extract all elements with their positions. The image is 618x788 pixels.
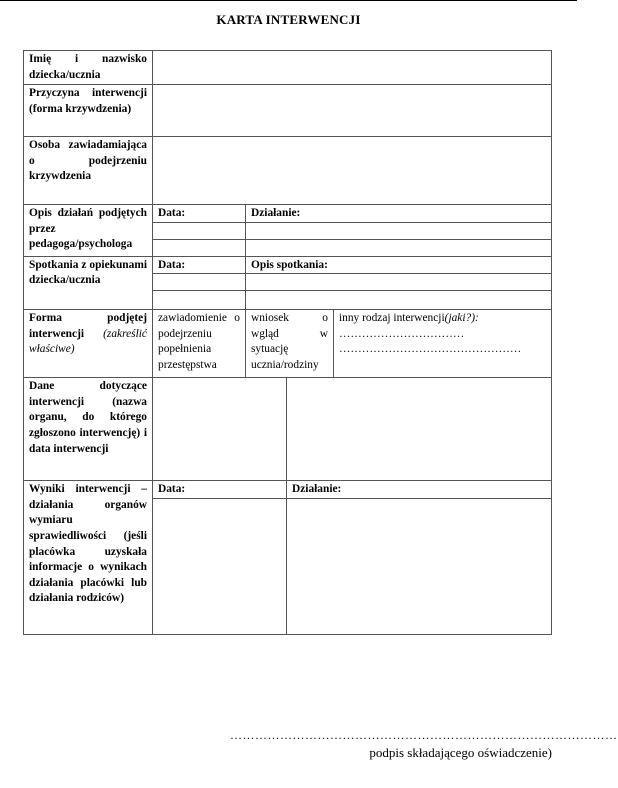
actions-action-header: Działanie: — [246, 205, 552, 223]
meetings-desc-cell[interactable] — [246, 274, 552, 291]
form-option-other-dots: ………………………………………… — [339, 343, 522, 356]
meetings-desc-cell[interactable] — [246, 291, 552, 310]
results-date-cell[interactable] — [153, 498, 287, 634]
intervention-form-table — [23, 50, 552, 635]
form-option-other[interactable] — [334, 310, 552, 378]
actions-date-cell[interactable] — [153, 239, 246, 256]
results-date-header: Data: — [153, 481, 287, 499]
signature-line: ………………………………………………………………………………… — [230, 728, 618, 742]
top-rule — [0, 0, 577, 1]
actions-action-cell[interactable] — [246, 222, 552, 239]
reason-field[interactable] — [153, 85, 552, 137]
form-label — [24, 310, 153, 378]
actions-date-cell[interactable] — [153, 222, 246, 239]
form-option-other-line — [339, 311, 546, 327]
meetings-date-cell[interactable] — [153, 274, 246, 291]
row-results — [24, 481, 552, 499]
notifier-field[interactable] — [153, 137, 552, 205]
row-meetings — [24, 256, 552, 274]
form-option-request[interactable]: wniosek o wgląd w sytuację ucznia/rodziny — [246, 310, 334, 378]
meetings-date-header: Data: — [153, 256, 246, 274]
results-action-header: Działanie: — [287, 481, 552, 499]
actions-label: Opis działań podjętych przez pedagoga/psychologa — [24, 205, 153, 257]
row-child-name — [24, 51, 552, 85]
row-actions — [24, 205, 552, 223]
data-field-left[interactable] — [153, 378, 287, 481]
row-data — [24, 378, 552, 481]
actions-date-header: Data: — [153, 205, 246, 223]
row-reason — [24, 85, 552, 137]
meetings-label: Spotkania z opiekunami dziecka/ucznia — [24, 256, 153, 310]
form-label-note: (zakreślić właściwe) — [29, 327, 147, 356]
data-label: Dane dotyczące interwencji (nazwa organu, do którego zgłoszono interwencję) i data interwencji — [24, 378, 153, 481]
form-option-notification[interactable]: zawiadomienie o podejrzeniu popełnienia przestępstwa — [153, 310, 246, 378]
meetings-date-cell[interactable] — [153, 291, 246, 310]
meetings-desc-header: Opis spotkania: — [246, 256, 552, 274]
form-option-other-note: (jaki?): — [444, 312, 479, 325]
results-action-cell[interactable] — [287, 498, 552, 634]
actions-action-cell[interactable] — [246, 239, 552, 256]
row-notifier — [24, 137, 552, 205]
page-title: KARTA INTERWENCJI — [216, 12, 361, 27]
form-option-other-dots: …………………………… — [339, 327, 465, 340]
row-form — [24, 310, 552, 378]
child-name-field[interactable] — [153, 51, 552, 85]
form-label-main: Forma podjętej interwencji — [29, 312, 147, 340]
signature-label: podpis składającego oświadczenie) — [369, 745, 552, 760]
reason-label: Przyczyna interwencji (forma krzywdzenia) — [24, 85, 153, 137]
data-field-right[interactable] — [287, 378, 552, 481]
child-name-label: Imię i nazwisko dziecka/ucznia — [24, 51, 153, 85]
form-option-other-text: inny rodzaj interwencji — [339, 312, 445, 325]
results-label: Wyniki interwencji – działania organów wymiaru sprawiedliwości (jeśli placówka uzyskała informacje o wynikach działania placówki lub działania rodziców) — [24, 481, 153, 635]
notifier-label: Osoba zawiadamiająca o podejrzeniu krzywdzenia — [24, 137, 153, 205]
